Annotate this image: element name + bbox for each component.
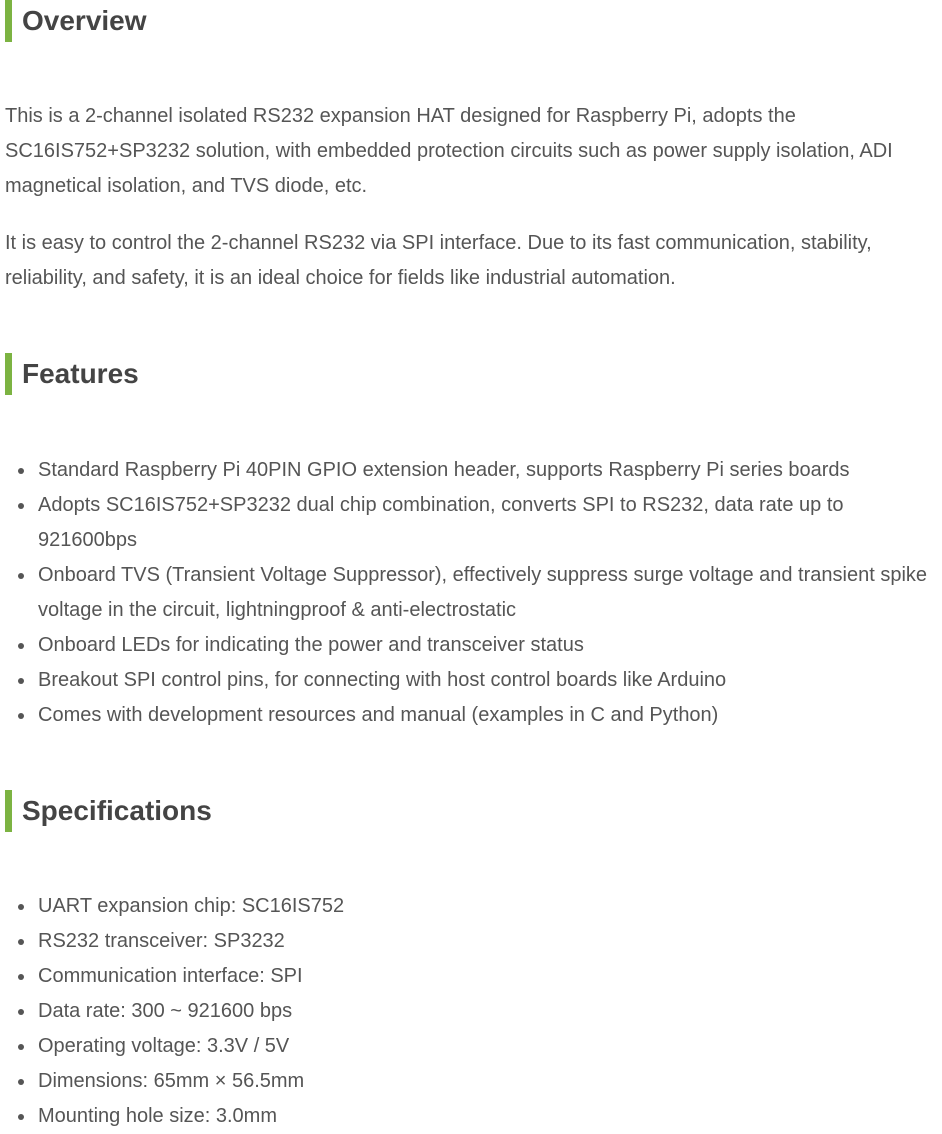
features-item-text: Onboard TVS (Transient Voltage Suppressor), effectively suppress surge voltage and transient spike voltage in the circuit, lightningproof & anti-electrostatic bbox=[38, 564, 928, 621]
bullet-dot-icon bbox=[18, 974, 24, 980]
bullet-dot-icon bbox=[18, 678, 24, 684]
features-list-item bbox=[0, 698, 942, 733]
features-list-item bbox=[0, 488, 942, 558]
features-list-item bbox=[0, 628, 942, 663]
specifications-item-text: UART expansion chip: SC16IS752 bbox=[38, 895, 345, 917]
features-list-item bbox=[0, 558, 942, 628]
features-list-item bbox=[0, 453, 942, 488]
specifications-list-item bbox=[0, 959, 942, 994]
specifications-list-item bbox=[0, 1029, 942, 1064]
specifications-list bbox=[0, 889, 942, 1134]
bullet-dot-icon bbox=[18, 468, 24, 474]
specifications-list-item bbox=[0, 994, 942, 1029]
bullet-dot-icon bbox=[18, 939, 24, 945]
specifications-list-item bbox=[0, 1064, 942, 1099]
specifications-item-text: Dimensions: 65mm × 56.5mm bbox=[38, 1070, 305, 1092]
specifications-item-text: Mounting hole size: 3.0mm bbox=[38, 1105, 278, 1127]
features-item-text: Breakout SPI control pins, for connecting with host control boards like Arduino bbox=[38, 669, 727, 691]
specifications-item-text: RS232 transceiver: SP3232 bbox=[38, 930, 285, 952]
bullet-dot-icon bbox=[18, 573, 24, 579]
overview-heading: Overview bbox=[5, 0, 147, 42]
features-item-text: Standard Raspberry Pi 40PIN GPIO extension header, supports Raspberry Pi series boards bbox=[38, 459, 850, 481]
bullet-dot-icon bbox=[18, 1114, 24, 1120]
bullet-dot-icon bbox=[18, 1079, 24, 1085]
bullet-dot-icon bbox=[18, 713, 24, 719]
bullet-dot-icon bbox=[18, 643, 24, 649]
features-heading: Features bbox=[5, 353, 139, 395]
features-item-text: Adopts SC16IS752+SP3232 dual chip combination, converts SPI to RS232, data rate up to 921600bps bbox=[38, 494, 844, 551]
specifications-item-text: Operating voltage: 3.3V / 5V bbox=[38, 1035, 290, 1057]
bullet-dot-icon bbox=[18, 1044, 24, 1050]
features-list bbox=[0, 453, 942, 733]
overview-paragraph-1: This is a 2-channel isolated RS232 expansion HAT designed for Raspberry Pi, adopts the SC16IS752+SP3232 solution, with embedded protection circuits such as power supply isolation, ADI magnetical isolation, and TVS diode, etc. bbox=[5, 105, 893, 197]
bullet-dot-icon bbox=[18, 503, 24, 509]
specifications-item-text: Communication interface: SPI bbox=[38, 965, 303, 987]
features-item-text: Onboard LEDs for indicating the power and transceiver status bbox=[38, 634, 584, 656]
features-list-item bbox=[0, 663, 942, 698]
specifications-list-item bbox=[0, 924, 942, 959]
features-item-text: Comes with development resources and manual (examples in C and Python) bbox=[38, 704, 719, 726]
overview-paragraph-2: It is easy to control the 2-channel RS232 via SPI interface. Due to its fast communication, stability, reliability, and safety, it is an ideal choice for fields like industrial automation. bbox=[5, 232, 872, 289]
bullet-dot-icon bbox=[18, 1009, 24, 1015]
bullet-dot-icon bbox=[18, 904, 24, 910]
specifications-list-item bbox=[0, 889, 942, 924]
specifications-item-text: Data rate: 300 ~ 921600 bps bbox=[38, 1000, 293, 1022]
specifications-heading: Specifications bbox=[5, 790, 212, 832]
